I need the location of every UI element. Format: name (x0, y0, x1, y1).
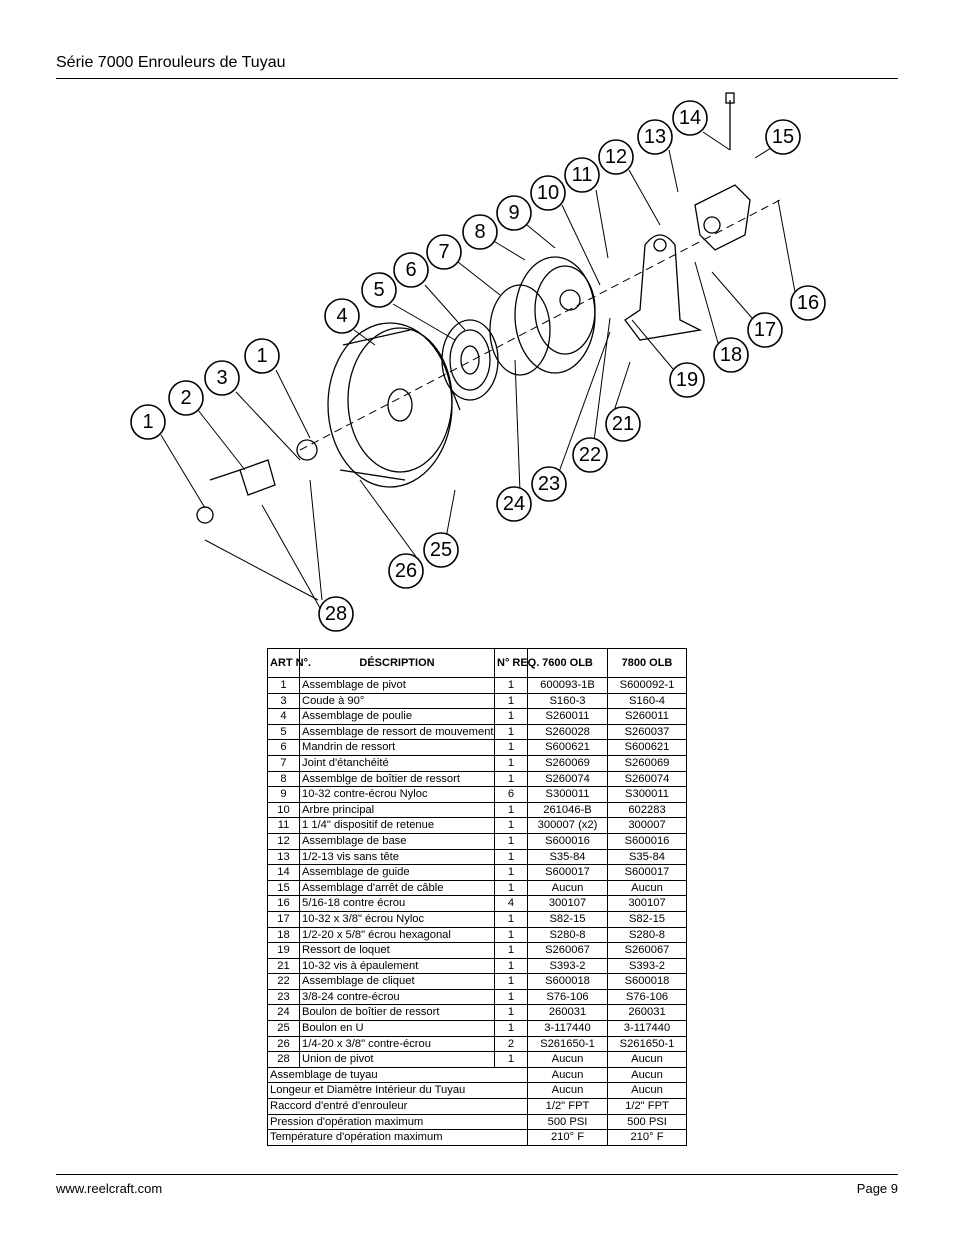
table-row (268, 958, 687, 974)
svg-text:10: 10 (536, 182, 560, 204)
cell-description: Assemblage d'arrêt de câble (300, 880, 495, 896)
cell-7800: 3-117440 (608, 1021, 687, 1037)
cell-7600: S260067 (528, 943, 608, 959)
parts-table-header (268, 649, 687, 678)
cell-art: 25 (268, 1021, 300, 1037)
cell-7800: S260067 (608, 943, 687, 959)
footer-website: www.reelcraft.com (56, 1181, 163, 1196)
callout-25 (424, 533, 458, 567)
cell-req: 1 (495, 1005, 528, 1021)
table-row (268, 1005, 687, 1021)
cell-7600: Aucun (528, 1083, 608, 1099)
cell-description: Coude à 90° (300, 693, 495, 709)
cell-7600: S600621 (528, 740, 608, 756)
callout-10 (531, 176, 565, 210)
header-req: N° REQ. (495, 649, 528, 678)
cell-7600: 300107 (528, 896, 608, 912)
cell-7800: 300107 (608, 896, 687, 912)
cell-7600: S260011 (528, 709, 608, 725)
cell-description: 1/2-20 x 5/8" écrou hexagonal (300, 927, 495, 943)
table-row (268, 693, 687, 709)
cell-7800: S600092-1 (608, 678, 687, 694)
cell-art: 22 (268, 974, 300, 990)
callout-23 (532, 467, 566, 501)
cell-art: 26 (268, 1036, 300, 1052)
cell-description: 5/16-18 contre écrou (300, 896, 495, 912)
cell-description: Assemblage de base (300, 833, 495, 849)
callout-19 (670, 363, 704, 397)
callout-18 (714, 338, 748, 372)
cell-description: Arbre principal (300, 802, 495, 818)
cell-art: 7 (268, 755, 300, 771)
cell-art: 16 (268, 896, 300, 912)
header-rule (56, 78, 898, 79)
parts-table (267, 648, 687, 1146)
spec-row (268, 1099, 687, 1115)
cell-7600: 261046-B (528, 802, 608, 818)
svg-text:22: 22 (578, 444, 602, 466)
table-row (268, 911, 687, 927)
table-row (268, 989, 687, 1005)
cell-description: Assemblage de poulie (300, 709, 495, 725)
svg-text:11: 11 (571, 164, 593, 186)
cell-7600: 260031 (528, 1005, 608, 1021)
cell-req: 1 (495, 678, 528, 694)
cell-7600: 300007 (x2) (528, 818, 608, 834)
svg-text:21: 21 (611, 413, 635, 435)
table-row (268, 865, 687, 881)
cell-req: 1 (495, 833, 528, 849)
svg-text:26: 26 (394, 560, 418, 582)
cell-art: 21 (268, 958, 300, 974)
cell-7800: S76-106 (608, 989, 687, 1005)
cell-7600: S300011 (528, 787, 608, 803)
cell-description: 3/8-24 contre-écrou (300, 989, 495, 1005)
page-title: Série 7000 Enrouleurs de Tuyau (56, 54, 286, 71)
svg-text:23: 23 (537, 473, 561, 495)
cell-7600: S261650-1 (528, 1036, 608, 1052)
cell-7800: S260074 (608, 771, 687, 787)
cell-7600: S280-8 (528, 927, 608, 943)
table-row (268, 678, 687, 694)
table-row (268, 740, 687, 756)
cell-req: 1 (495, 1052, 528, 1068)
cell-req: 1 (495, 849, 528, 865)
cell-7600: S260074 (528, 771, 608, 787)
cell-7800: Aucun (608, 880, 687, 896)
cell-7800: Aucun (608, 1052, 687, 1068)
callout-8 (463, 215, 497, 249)
cell-7600: S600017 (528, 865, 608, 881)
table-row (268, 1052, 687, 1068)
cell-7600: S35-84 (528, 849, 608, 865)
callout-1a (131, 405, 165, 439)
cell-7800: S261650-1 (608, 1036, 687, 1052)
cell-req: 1 (495, 724, 528, 740)
callout-1b (245, 339, 279, 373)
callout-9 (497, 196, 531, 230)
cell-7800: 210° F (608, 1130, 687, 1146)
page-number: Page 9 (856, 1181, 898, 1196)
cell-description: 1/2-13 vis sans tête (300, 849, 495, 865)
svg-text:13: 13 (643, 126, 667, 148)
cell-7600: 500 PSI (528, 1114, 608, 1130)
cell-7800: Aucun (608, 1083, 687, 1099)
cell-description: Assemblge de boîtier de ressort (300, 771, 495, 787)
table-row (268, 974, 687, 990)
svg-text:1: 1 (142, 411, 154, 433)
cell-description: Mandrin de ressort (300, 740, 495, 756)
svg-text:7: 7 (438, 241, 450, 263)
cell-spec-label: Température d'opération maximum (268, 1130, 528, 1146)
cell-art: 4 (268, 709, 300, 725)
gasket-drawing (490, 285, 550, 375)
table-row (268, 787, 687, 803)
cell-7800: 300007 (608, 818, 687, 834)
cell-7600: S260028 (528, 724, 608, 740)
cell-description: Assemblage de cliquet (300, 974, 495, 990)
cell-req: 1 (495, 740, 528, 756)
cell-7800: Aucun (608, 1067, 687, 1083)
cell-req: 1 (495, 1021, 528, 1037)
base-assembly-drawing (625, 235, 700, 340)
callout-2 (169, 381, 203, 415)
table-row (268, 880, 687, 896)
callout-22 (573, 438, 607, 472)
table-row (268, 802, 687, 818)
cell-7800: S260069 (608, 755, 687, 771)
cell-art: 15 (268, 880, 300, 896)
cell-7800: 1/2" FPT (608, 1099, 687, 1115)
callout-5 (362, 273, 396, 307)
callout-26 (389, 554, 423, 588)
pulley-assembly-drawing (328, 323, 460, 487)
cell-req: 1 (495, 802, 528, 818)
cell-art: 14 (268, 865, 300, 881)
cell-spec-label: Longeur et Diamètre Intérieur du Tuyau (268, 1083, 528, 1099)
assembly-axis (300, 200, 780, 450)
cell-description: Boulon de boîtier de ressort (300, 1005, 495, 1021)
cell-req: 1 (495, 693, 528, 709)
cell-description: Boulon en U (300, 1021, 495, 1037)
cell-description: 10-32 vis à épaulement (300, 958, 495, 974)
table-row (268, 849, 687, 865)
spec-row (268, 1083, 687, 1099)
table-row (268, 755, 687, 771)
callout-28 (319, 597, 353, 631)
svg-text:25: 25 (429, 539, 453, 561)
table-row (268, 943, 687, 959)
cell-req: 4 (495, 896, 528, 912)
callout-6 (394, 253, 428, 287)
spec-row (268, 1130, 687, 1146)
cell-7800: S600016 (608, 833, 687, 849)
header-7600: 7600 OLB (528, 649, 608, 678)
cell-art: 17 (268, 911, 300, 927)
callout-15 (766, 120, 800, 154)
cell-7600: S600018 (528, 974, 608, 990)
exploded-parts-diagram (0, 80, 954, 640)
header-art: ART N°. (268, 649, 300, 678)
cell-7800: S280-8 (608, 927, 687, 943)
cell-art: 28 (268, 1052, 300, 1068)
cell-7800: S82-15 (608, 911, 687, 927)
callout-7 (427, 235, 461, 269)
svg-text:4: 4 (336, 305, 348, 327)
cell-7800: S35-84 (608, 849, 687, 865)
cell-art: 9 (268, 787, 300, 803)
svg-text:24: 24 (502, 493, 526, 515)
callout-4 (325, 299, 359, 333)
cell-7600: S260069 (528, 755, 608, 771)
cell-7600: 3-117440 (528, 1021, 608, 1037)
svg-text:15: 15 (771, 126, 795, 148)
cell-7600: 600093-1B (528, 678, 608, 694)
cell-art: 23 (268, 989, 300, 1005)
svg-text:1: 1 (256, 345, 268, 367)
cell-description: Assemblage de ressort de mouvement (300, 724, 495, 740)
cell-7800: S260037 (608, 724, 687, 740)
cell-req: 2 (495, 1036, 528, 1052)
cell-spec-label: Pression d'opération maximum (268, 1114, 528, 1130)
svg-text:5: 5 (373, 279, 385, 301)
cell-7800: 260031 (608, 1005, 687, 1021)
cell-art: 1 (268, 678, 300, 694)
cell-art: 10 (268, 802, 300, 818)
spring-housing-drawing (515, 257, 595, 373)
spec-row (268, 1067, 687, 1083)
cell-7800: 602283 (608, 802, 687, 818)
callout-16 (791, 286, 825, 320)
cell-description: 1 1/4" dispositif de retenue (300, 818, 495, 834)
cell-description: Assemblage de guide (300, 865, 495, 881)
cell-7600: S76-106 (528, 989, 608, 1005)
table-row (268, 927, 687, 943)
table-row (268, 724, 687, 740)
cell-art: 19 (268, 943, 300, 959)
header-description: DÉSCRIPTION (300, 649, 495, 678)
table-row (268, 833, 687, 849)
cell-7600: Aucun (528, 1067, 608, 1083)
cell-art: 5 (268, 724, 300, 740)
cell-7800: S260011 (608, 709, 687, 725)
cell-req: 1 (495, 927, 528, 943)
cell-7800: S600621 (608, 740, 687, 756)
cell-7800: S600017 (608, 865, 687, 881)
cell-req: 1 (495, 755, 528, 771)
cell-req: 6 (495, 787, 528, 803)
spec-row (268, 1114, 687, 1130)
cell-description: Union de pivot (300, 1052, 495, 1068)
callout-21 (606, 407, 640, 441)
cell-description: Assemblage de pivot (300, 678, 495, 694)
svg-text:6: 6 (405, 259, 417, 281)
cell-7600: S393-2 (528, 958, 608, 974)
svg-text:17: 17 (753, 319, 777, 341)
cell-art: 13 (268, 849, 300, 865)
parts-table-body (268, 678, 687, 1146)
cell-req: 1 (495, 880, 528, 896)
callout-12 (599, 140, 633, 174)
svg-text:8: 8 (474, 221, 486, 243)
cell-7600: Aucun (528, 880, 608, 896)
cell-req: 1 (495, 911, 528, 927)
svg-text:16: 16 (796, 292, 820, 314)
svg-text:28: 28 (324, 603, 348, 625)
cell-7600: S600016 (528, 833, 608, 849)
cell-req: 1 (495, 818, 528, 834)
cell-7600: 1/2" FPT (528, 1099, 608, 1115)
callout-24 (497, 487, 531, 521)
svg-text:14: 14 (678, 107, 702, 129)
cell-req: 1 (495, 974, 528, 990)
cell-description: 10-32 contre-écrou Nyloc (300, 787, 495, 803)
cell-req: 1 (495, 865, 528, 881)
cell-description: 10-32 x 3/8" écrou Nyloc (300, 911, 495, 927)
cell-7800: S160-4 (608, 693, 687, 709)
header-7800: 7800 OLB (608, 649, 687, 678)
cell-description: Joint d'étanchéité (300, 755, 495, 771)
cell-7800: 500 PSI (608, 1114, 687, 1130)
cell-art: 18 (268, 927, 300, 943)
table-row (268, 709, 687, 725)
svg-text:9: 9 (508, 202, 520, 224)
cell-spec-label: Raccord d'entré d'enrouleur (268, 1099, 528, 1115)
table-row (268, 1021, 687, 1037)
cell-art: 12 (268, 833, 300, 849)
cell-7800: S600018 (608, 974, 687, 990)
svg-text:2: 2 (180, 387, 192, 409)
cell-spec-label: Assemblage de tuyau (268, 1067, 528, 1083)
swivel-assembly-drawing (197, 440, 317, 523)
cell-7800: S300011 (608, 787, 687, 803)
table-row (268, 1036, 687, 1052)
cell-7600: 210° F (528, 1130, 608, 1146)
cell-art: 24 (268, 1005, 300, 1021)
cell-art: 6 (268, 740, 300, 756)
cell-art: 11 (268, 818, 300, 834)
cell-description: Ressort de loquet (300, 943, 495, 959)
table-row (268, 771, 687, 787)
cell-req: 1 (495, 943, 528, 959)
cell-art: 3 (268, 693, 300, 709)
svg-text:3: 3 (216, 367, 228, 389)
cell-7800: S393-2 (608, 958, 687, 974)
callout-14 (673, 101, 707, 135)
cell-7600: S82-15 (528, 911, 608, 927)
svg-text:19: 19 (675, 369, 699, 391)
table-row (268, 896, 687, 912)
cell-art: 8 (268, 771, 300, 787)
svg-text:12: 12 (604, 146, 628, 168)
callout-3 (205, 361, 239, 395)
svg-text:18: 18 (719, 344, 743, 366)
cell-7600: S160-3 (528, 693, 608, 709)
callout-11 (565, 158, 599, 192)
callout-13 (638, 120, 672, 154)
cell-description: 1/4-20 x 3/8" contre-écrou (300, 1036, 495, 1052)
cell-req: 1 (495, 989, 528, 1005)
cell-7600: Aucun (528, 1052, 608, 1068)
callout-17 (748, 313, 782, 347)
cell-req: 1 (495, 709, 528, 725)
cell-req: 1 (495, 958, 528, 974)
cell-req: 1 (495, 771, 528, 787)
footer-rule (56, 1174, 898, 1175)
table-row (268, 818, 687, 834)
